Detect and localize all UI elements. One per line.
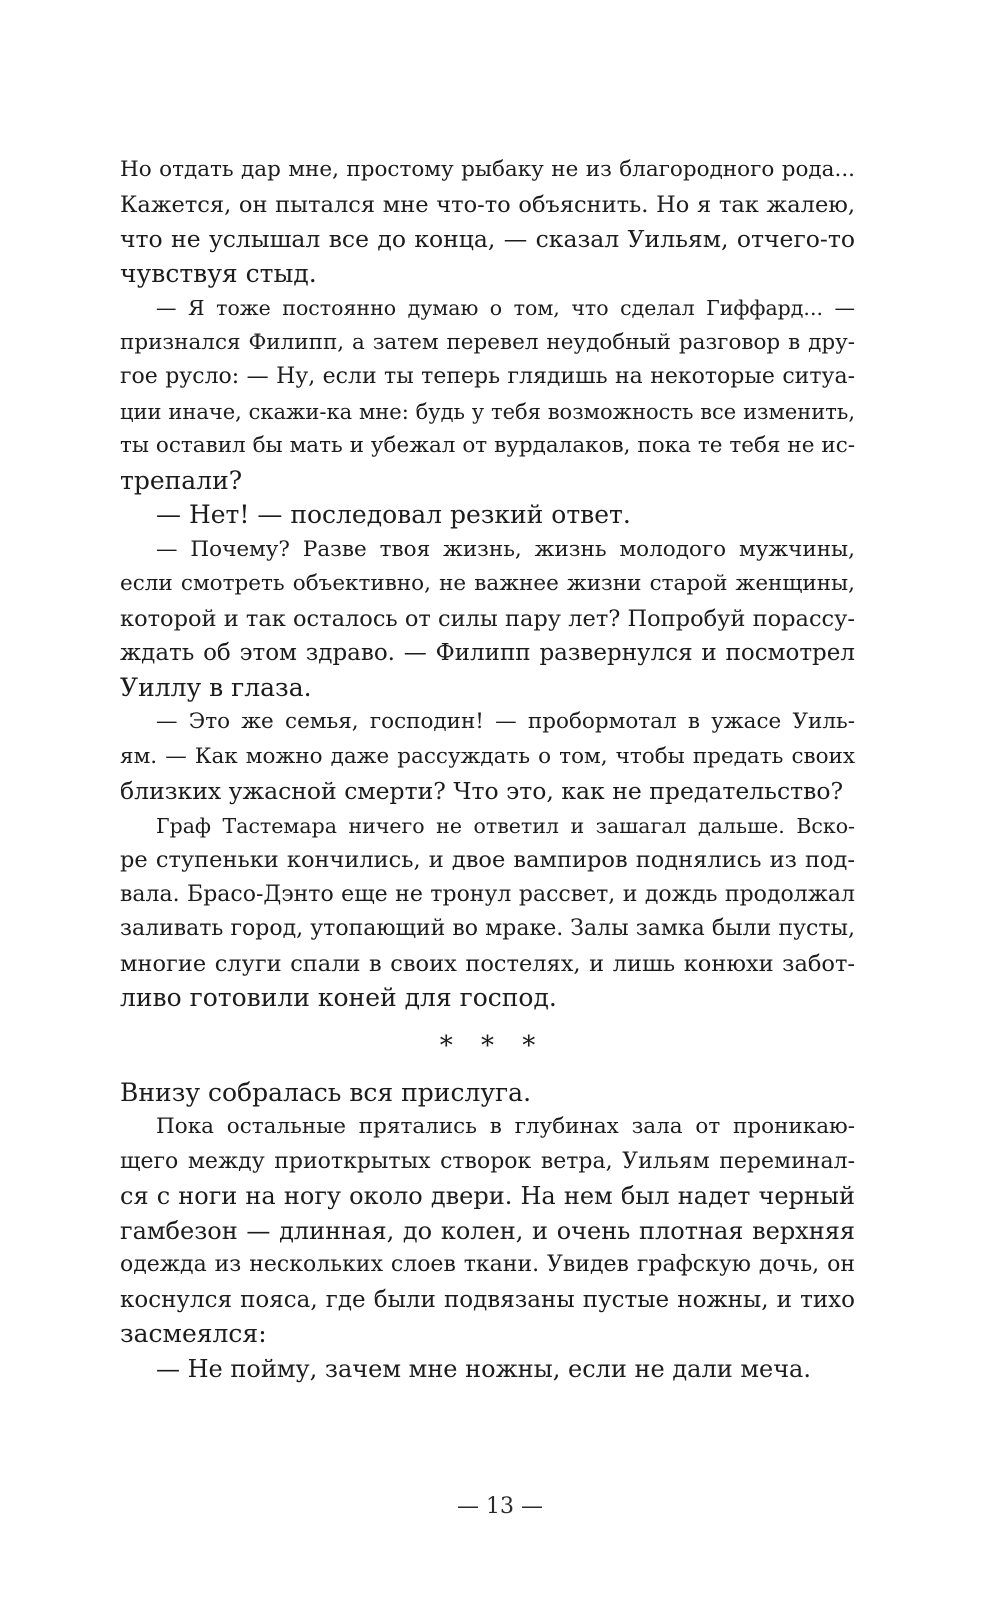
text-line: признался Филипп, а затем перевел неудобный разговор в дру-	[120, 329, 855, 355]
text-line: что не услышал все до конца, — сказал Уильям, отчего-то	[120, 225, 855, 253]
text-line: Но отдать дар мне, простому рыбаку не из благородного рода...	[120, 157, 855, 182]
section-before-break	[120, 153, 855, 1016]
text-line: ся с ноги на ногу около двери. На нем был надет черный	[120, 1182, 855, 1210]
text-line: коснулся пояса, где были подвязаны пустые ножны, и тихо	[120, 1286, 855, 1313]
text-line: заливать город, утопающий во мраке. Залы замка были пусты,	[120, 916, 855, 941]
text-line: — Я тоже постоянно думаю о том, что сделал Гиффард... —	[156, 296, 855, 320]
text-line: гамбезон — длинная, до колен, и очень плотная верхняя	[120, 1216, 855, 1245]
section-after-break	[120, 1076, 855, 1387]
text-line: Уиллу в глаза.	[120, 672, 312, 702]
text-line: ливо готовили коней для господ.	[120, 983, 557, 1012]
text-line: — Не пойму, зачем мне ножны, если не дали меча.	[156, 1354, 811, 1383]
text-line: одежда из нескольких слоев ткани. Увидев графскую дочь, он	[120, 1252, 855, 1277]
text-line: ции иначе, скажи-ка мне: будь у тебя возможность все изменить,	[120, 399, 855, 424]
text-line: чувствуя стыд.	[120, 258, 317, 288]
page-body	[120, 153, 855, 1386]
text-line: гое русло: — Ну, если ты теперь глядишь на некоторые ситуа-	[120, 364, 855, 389]
text-line: щего между приоткрытых створок ветра, Уильям переминал-	[120, 1148, 855, 1174]
text-line: — Почему? Разве твоя жизнь, жизнь молодого мужчины,	[156, 536, 855, 562]
text-line: Граф Тастемара ничего не ответил и зашагал дальше. Вско-	[156, 813, 855, 838]
text-line: ям. — Как можно даже рассуждать о том, чтобы предать своих	[120, 743, 855, 769]
text-line: которой и так осталось от силы пару лет? Попробуй порассу-	[120, 605, 855, 632]
text-line: Кажется, он пытался мне что-то объяснить. Но я так жалею,	[120, 191, 855, 218]
text-line: если смотреть объективно, не важнее жизни старой женщины,	[120, 571, 855, 596]
text-line: Внизу собралась вся прислуга.	[120, 1077, 532, 1107]
text-line: ре ступеньки кончились, и двое вампиров поднялись из под-	[120, 847, 855, 873]
text-line: засмеялся:	[120, 1319, 267, 1348]
section-separator: * * *	[439, 1030, 546, 1061]
text-line: многие слуги спали в своих постелях, и лишь конюхи забот-	[120, 950, 855, 977]
text-line: близких ужасной смерти? Что это, как не предательство?	[120, 777, 844, 805]
text-line: ждать об этом здраво. — Филипп развернулся и посмотрел	[120, 640, 855, 666]
text-line: — Нет! — последовал резкий ответ.	[156, 500, 631, 529]
page-number: — 13 —	[457, 1494, 543, 1519]
text-line: трепали?	[120, 465, 243, 495]
text-line: — Это же семья, господин! — пробормотал в ужасе Уиль-	[156, 709, 855, 734]
text-line: вала. Брасо-Дэнто еще не тронул рассвет, и дождь продолжал	[120, 881, 855, 907]
text-line: Пока остальные прятались в глубинах зала от проникаю-	[156, 1114, 855, 1139]
text-line: ты оставил бы мать и убежал от вурдалаков, пока те тебя не ис-	[120, 433, 855, 458]
